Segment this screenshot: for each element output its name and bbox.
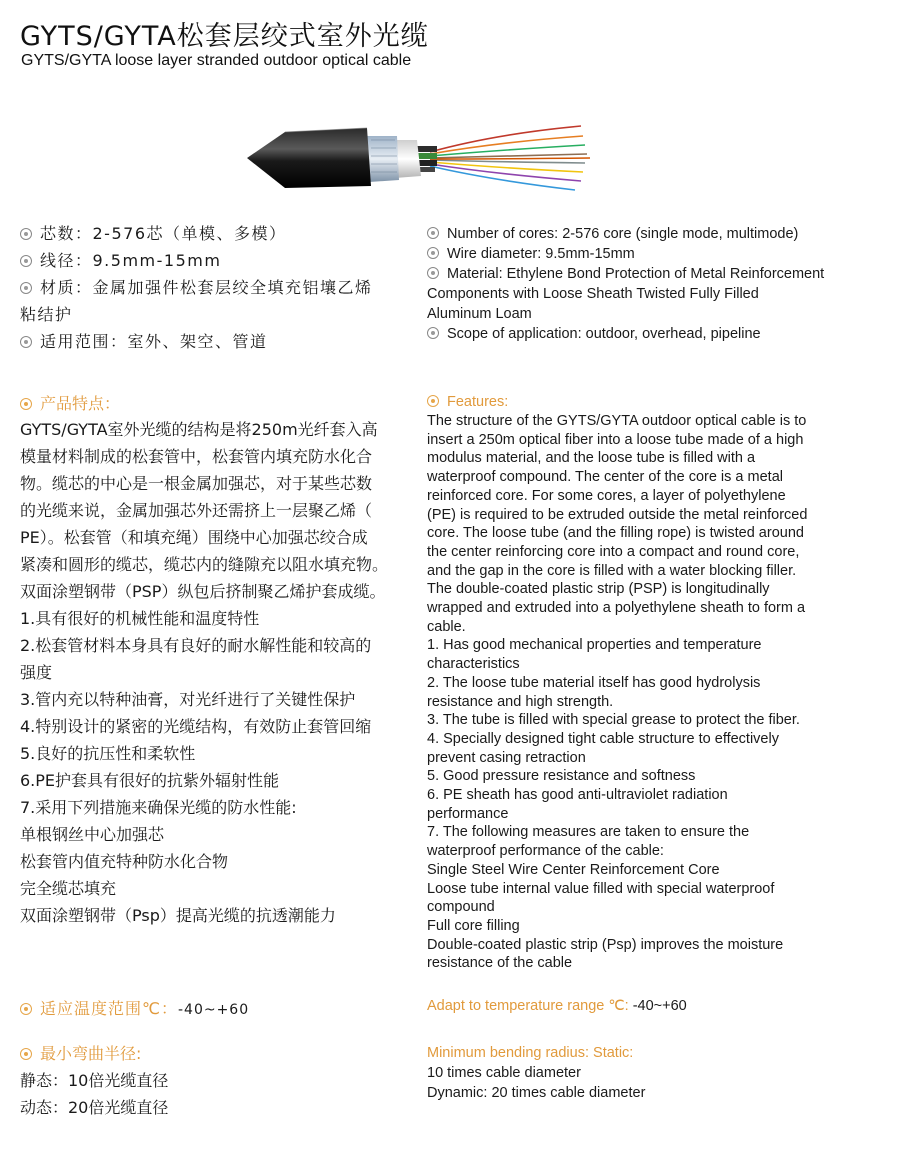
temperature-cn-row <box>20 995 405 1024</box>
bending-heading-cn: 最小弯曲半径: <box>40 1044 142 1063</box>
temperature-label-cn: 适应温度范围℃： <box>40 999 178 1018</box>
bending-dynamic-en: Dynamic: 20 times cable diameter <box>427 1085 646 1101</box>
features-line-en: prevent casing retraction <box>427 749 586 766</box>
features-line-cn: 松套管内值充特种防水化合物 <box>20 852 229 871</box>
spec-scope-en: Scope of application: outdoor, overhead, pipeline <box>447 326 761 342</box>
bullet-icon <box>20 336 32 348</box>
features-line-en: 4. Specially designed tight cable structure to effectively <box>427 730 779 747</box>
features-line-en: and the gap in the core is filled with a water blocking filler. <box>427 562 797 579</box>
features-line-cn: 1.具有很好的机械性能和温度特性 <box>20 609 260 628</box>
features-line-en: waterproof performance of the cable: <box>427 843 664 860</box>
bending-cn <box>20 1040 405 1121</box>
spec-material-en-cont: Components with Loose Sheath Twisted Fully Filled <box>427 286 759 302</box>
bending-dynamic-cn: 动态：20倍光缆直径 <box>20 1098 169 1117</box>
features-line-en: The structure of the GYTS/GYTA outdoor optical cable is to <box>427 413 807 429</box>
features-line-en: 3. The tube is filled with special grease to protect the fiber. <box>427 712 800 729</box>
features-line-cn: 的光缆来说，金属加强芯外还需挤上一层聚乙烯（ <box>20 501 373 520</box>
specs-cn <box>20 220 405 355</box>
features-line-en: Double-coated plastic strip (Psp) improves the moisture <box>427 936 784 953</box>
bullet-icon <box>20 1003 32 1015</box>
bullet-icon <box>427 327 439 339</box>
features-line-cn: 紧凑和圆形的缆芯，缆芯内的缝隙充以阻水填充物。 <box>20 555 389 574</box>
features-line-en: compound <box>427 899 495 916</box>
spec-material-en: Material: Ethylene Bond Protection of Metal Reinforcement <box>447 266 825 282</box>
features-line-cn: 4.特别设计的紧密的光缆结构，有效防止套管回缩 <box>20 717 372 736</box>
features-line-en: Loose tube internal value filled with special waterproof <box>427 880 775 897</box>
features-line-en: (PE) is required to be extruded outside the metal reinforced <box>427 506 808 523</box>
features-line-cn: 6.PE护套具有很好的抗紫外辐射性能 <box>20 771 280 790</box>
optical-cable-product-photo <box>245 118 590 196</box>
spec-diameter-en: Wire diameter: 9.5mm-15mm <box>447 246 635 262</box>
features-line-en: waterproof compound. The center of the core is a metal <box>427 469 783 486</box>
bending-static-en: 10 times cable diameter <box>427 1065 581 1081</box>
bending-heading-en: Minimum bending radius: Static: <box>427 1045 634 1061</box>
features-line-en: 1. Has good mechanical properties and temperature <box>427 637 762 654</box>
features-line-cn: 完全缆芯填充 <box>20 879 117 898</box>
bullet-icon <box>20 255 32 267</box>
features-line-en: The double-coated plastic strip (PSP) is longitudinally <box>427 581 770 598</box>
features-line-cn: 7.采用下列措施来确保光缆的防水性能: <box>20 798 297 817</box>
bullet-icon <box>427 267 439 279</box>
features-line-cn: 双面涂塑钢带（Psp）提高光缆的抗透潮能力 <box>20 906 336 925</box>
bullet-icon <box>20 282 32 294</box>
features-heading-en: Features: <box>447 394 509 410</box>
spec-material-cn-cont: 粘结护 <box>20 305 73 324</box>
features-line-en: resistance and high strength. <box>427 693 614 710</box>
features-line-cn: PE）。松套管（和填充绳）围绕中心加强芯绞合成 <box>20 528 368 547</box>
features-line-cn: 物。缆芯的中心是一根金属加强芯，对于某些芯数 <box>20 474 373 493</box>
bullet-icon <box>427 247 439 259</box>
features-heading-en-row <box>427 393 837 412</box>
features-heading-cn: 产品特点： <box>40 394 121 413</box>
spec-diameter-cn: 线径：9.5mm-15mm <box>40 251 222 270</box>
features-line-en: performance <box>427 805 509 822</box>
features-line-cn: 2.松套管材料本身具有良好的耐水解性能和较高的 <box>20 636 372 655</box>
bullet-icon <box>20 398 32 410</box>
bullet-icon <box>20 1048 32 1060</box>
spec-material-cn: 材质：金属加强件松套层绞全填充铝壤乙烯 <box>40 278 373 297</box>
features-line-cn: 强度 <box>20 663 53 682</box>
features-line-en: Full core filling <box>427 917 520 934</box>
features-line-cn: 双面涂塑钢带（PSP）纵包后挤制聚乙烯护套成缆。 <box>20 582 386 601</box>
features-line-en: cable. <box>427 618 466 635</box>
temperature-label-en: Adapt to temperature range ℃: <box>427 998 629 1014</box>
features-line-en: characteristics <box>427 656 520 673</box>
features-body-cn <box>20 416 405 929</box>
spec-cores-en: Number of cores: 2-576 core (single mode, multimode) <box>447 226 799 242</box>
features-line-en: the center reinforcing core into a compact and round core, <box>427 543 800 560</box>
bending-en <box>427 1043 837 1103</box>
features-body-en <box>427 412 837 973</box>
features-line-en: Single Steel Wire Center Reinforcement Core <box>427 861 720 878</box>
bullet-icon <box>427 227 439 239</box>
temperature-en-row <box>427 997 837 1016</box>
features-heading-cn-row <box>20 390 405 417</box>
spec-cores-cn: 芯数：2-576芯（单模、多模） <box>40 224 287 243</box>
page-subtitle: GYTS/GYTA loose layer stranded outdoor optical cable <box>21 52 412 69</box>
temperature-value-cn: -40~+60 <box>177 1002 250 1018</box>
bending-static-cn: 静态：10倍光缆直径 <box>20 1071 169 1090</box>
features-line-en: 5. Good pressure resistance and softness <box>427 768 696 785</box>
temperature-value-en: -40~+60 <box>632 998 687 1014</box>
features-line-cn: 5.良好的抗压性和柔软性 <box>20 744 196 763</box>
features-line-en: wrapped and extruded into a polyethylene sheath to form a <box>427 600 806 617</box>
features-line-en: core. The loose tube (and the filling rope) is twisted around <box>427 525 804 542</box>
bullet-icon <box>427 395 439 407</box>
spec-material-en-cont2: Aluminum Loam <box>427 306 532 322</box>
features-line-cn: GYTS/GYTA室外光缆的结构是将250m光纤套入高 <box>20 420 378 439</box>
features-line-cn: 单根钢丝中心加强芯 <box>20 825 165 844</box>
features-line-en: insert a 250m optical fiber into a loose tube made of a high <box>427 431 804 448</box>
features-line-cn: 模量材料制成的松套管中，松套管内填充防水化合 <box>20 447 373 466</box>
page-title: GYTS/GYTA松套层绞式室外光缆 <box>20 21 429 52</box>
bullet-icon <box>20 228 32 240</box>
features-line-en: 6. PE sheath has good anti-ultraviolet radiation <box>427 787 728 804</box>
features-line-en: 2. The loose tube material itself has good hydrolysis <box>427 674 761 691</box>
features-line-en: modulus material, and the loose tube is filled with a <box>427 450 756 467</box>
features-line-en: resistance of the cable <box>427 955 573 972</box>
features-line-en: 7. The following measures are taken to ensure the <box>427 824 750 841</box>
spec-scope-cn: 适用范围：室外、架空、管道 <box>40 332 268 351</box>
specs-en <box>427 224 837 344</box>
features-line-en: reinforced core. For some cores, a layer of polyethylene <box>427 487 786 504</box>
features-line-cn: 3.管内充以特种油膏，对光纤进行了关键性保护 <box>20 690 356 709</box>
